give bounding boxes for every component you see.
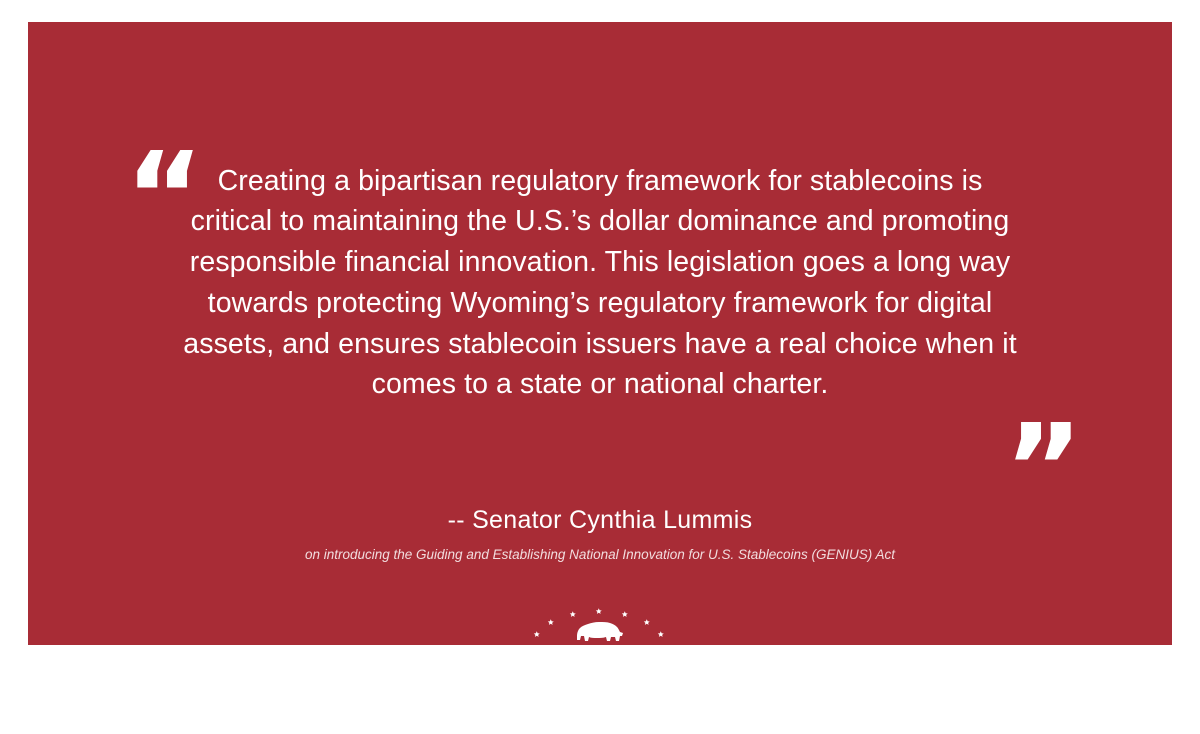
attribution-name: -- Senator Cynthia Lummis — [447, 505, 753, 534]
close-quote-icon: ” — [1004, 399, 1081, 539]
open-quote-icon: “ — [125, 128, 202, 267]
logo-last-name: LUMMIS — [517, 667, 683, 711]
logo-first-name: C Y N T H I A — [526, 656, 680, 669]
quote-card — [28, 22, 1172, 734]
logo-divider — [527, 714, 673, 716]
attribution — [28, 506, 1172, 565]
bison-with-stars-icon — [507, 606, 693, 654]
quote-text: Creating a bipartisan regulatory framework for stablecoins is critical to maintaining the U.S.’s dollar dominance and promoting responsible financial innovation. This legislation goes a long way towards protecting Wyoming’s regulatory framework for digital assets, and ensures stablecoin issuers have a real choice when it comes to a state or national charter. — [183, 164, 1017, 401]
logo-tagline: SENATOR FOR WYOMING — [521, 725, 682, 734]
lummis-logo — [495, 606, 705, 734]
attribution-subtitle: on introducing the Guiding and Establishing National Innovation for U.S. Stablecoins (GENIUS) Act — [304, 546, 896, 562]
